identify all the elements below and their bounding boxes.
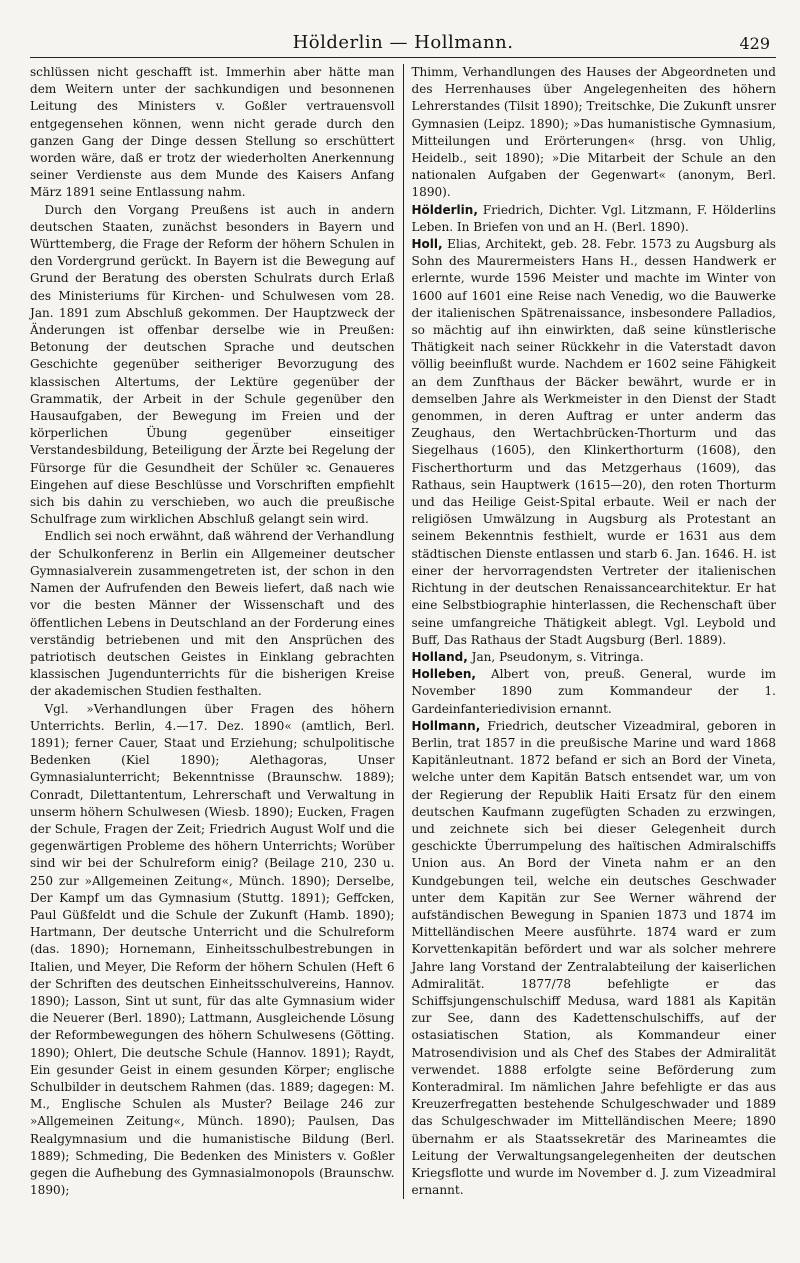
paragraph: Thimm, Verhandlungen des Hauses der Abgeordneten und des Herrenhauses über Angelegenheiten des höhern Lehrerstandes (Tilsit 1890); Treitschke, Die Zukunft unsrer Gymnasien (Leipz. 1890); »Das humanistische Gymnasium, Mitteilungen und Erörterungen« (hrsg. von Uhlig, Heidelb., seit 1890); »Die Mitarbeit der Schule an den nationalen Aufgaben der Gegenwart« (anonym, Berl. 1890). [411,65,776,200]
page-header [30,30,776,64]
left-column [30,64,403,1199]
paragraph: Durch den Vorgang Preußens ist auch in andern deutschen Staaten, zunächst besonders in Bayern und Württemberg, die Frage der Reform der höhern Schulen in den Vordergrund gerückt. In Bayern ist die Bewegung auf Grund der Beratung des obersten Schulrats durch Erlaß des Ministeriums für Kirchen- und Schulwesen vom 28. Jan. 1891 zum Abschluß gekommen. Der Hauptzweck der Änderungen ist offenbar derselbe wie in Preußen: Betonung der deutschen Sprache und deutschen Geschichte gegenüber seitheriger Bevorzugung des klassischen Altertums, der Lektüre gegenüber der Grammatik, der Arbeit in der Schule gegenüber den Hausaufgaben, der Bewegung im Freien und der körperlichen Übung gegenüber einseitiger Verstandesbildung, Beteiligung der Ärzte bei Regelung der Fürsorge für die Gesundheit der Schüler ꝛc. Genaueres Eingehen auf diese Beschlüsse und Vorschriften empfiehlt sich bis dahin zu verschieben, wo auch die preußische Schulfrage zum wirklichen Abschluß gelangt sein wird. [30,202,395,527]
bibliography-paragraph: Vgl. »Verhandlungen über Fragen des höhern Unterrichts. Berlin, 4.—17. Dez. 1890« (amtlich, Berl. 1891); ferner Cauer, Staat und Erziehung; schulpolitische Bedenken (Kiel 1890); Alethagoras, Unser Gymnasialunterricht; Bekenntnisse (Braunschw. 1889); Conradt, Dilettantentum, Lehrerschaft und Verwaltung in unserm höhern Schulwesen (Wiesb. 1890); Eucken, Fragen der Schule, Fragen der Zeit; Friedrich August Wolf und die gegenwärtigen Probleme des höhern Unterrichts; Worüber sind wir bei der Schulreform einig? (Beilage 210, 230 u. 250 zur »Allgemeinen Zeitung«, Münch. 1890); Derselbe, Der Kampf um das Gymnasium (Stuttg. 1891); Geffcken, Paul Güßfeldt und die Schule der Zukunft (Hamb. 1890); Hartmann, Der deutsche Unterricht und die Schulreform (das. 1890); Hornemann, Einheitsschulbestrebungen in Italien, und Meyer, Die Reform der höhern Schulen (Heft 6 der Schriften des deutschen Einheitsschulvereins, Hannov. 1890); Lasson, Sint ut sunt, für das alte Gymnasium wider die Neuerer (Berl. 1890); Lattmann, Ausgleichende Lösung der Reformbewegungen des höhern Schulwesens (Götting. 1890); Ohlert, Die deutsche Schule (Hannov. 1891); Raydt, Ein gesunder Geist in einem gesunden Körper; englische Schulbilder in deutschem Rahmen (das. 1889; dagegen: M. M., Englische Schulen als Muster? Beilage 246 zur »Allgemeinen Zeitung«, Münch. 1890); Paulsen, Das Realgymnasium und die humanistische Bildung (Berl. 1889); Schmeding, Die Bedenken des Ministers v. Goßler gegen die Aufhebung des Gymnasialmonopols (Braunschw. 1890); [30,701,395,1198]
entry-body: Jan, Pseudonym, s. Vitringa. [467,649,644,664]
entry-hollmann [412,718,777,1200]
entry-headword: Hollmann, [411,718,481,733]
entry-holland [412,649,777,666]
right-column [403,64,777,1199]
paragraph: Endlich sei noch erwähnt, daß während der Verhandlung der Schulkonferenz in Berlin ein Allgemeiner deutscher Gymnasialverein zusammengetreten ist, der schon in den Namen der Aufrufenden den Beweis liefert, daß nach wie vor die besten Männer der Wissenschaft und des öffentlichen Lebens in Deutschland an der Forderung eines verständig betriebenen und mit den Ansprüchen des patriotisch deutschen Geistes in Einklang gebrachten klassischen Jugendunterrichts für die bisherigen Kreise der akademischen Studien festhalten. [30,529,395,699]
entry-body: Albert von, preuß. General, wurde im November 1890 zum Kommandeur der 1. Gardeinfanteriedivision ernannt. [411,667,776,716]
entry-holl [412,236,777,649]
entry-hoelderlin [412,202,777,236]
entry-holleben [412,666,777,718]
entry-headword: Holleben, [411,667,476,682]
entry-headword: Hölderlin, [411,202,478,217]
running-title: Hölderlin — Hollmann. [292,32,514,53]
text-columns [30,64,776,1199]
header-rule [30,57,776,58]
entry-body: Friedrich, Dichter. Vgl. Litzmann, F. Hölderlins Leben. In Briefen von und an H. (Berl. 1890). [411,202,776,234]
paragraph: schlüssen nicht geschafft ist. Immerhin aber hätte man dem Weitern unter der sachkundigen und besonnenen Leitung des Ministers v. Goßler vertrauensvoll entgegensehen können, wenn nicht gerade durch den ganzen Gang der Dinge dessen Stellung so erschüttert worden wäre, daß er trotz der wiederholten Anerkennung seiner Verdienste aus dem Munde des Kaisers Anfang März 1891 seine Entlassung nahm. [30,65,395,200]
page-number: 429 [739,34,770,53]
entry-body: Elias, Architekt, geb. 28. Febr. 1573 zu Augsburg als Sohn des Maurermeisters Hans H., dessen Handwerk er erlernte, wurde 1596 Meister und machte im Winter von 1600 auf 1601 eine Reise nach Venedig, wo die Bauwerke der italienischen Spätrenaissance, insbesondere Palladios, so mächtig auf ihn einwirkten, daß seine künstlerische Thätigkeit nach seiner Rückkehr in die Vaterstadt davon völlig beeinflußt wurde. Nachdem er 1602 seine Fähigkeit an dem Zunfthaus der Bäcker bewährt, wurde er in demselben Jahre als Werkmeister in den Dienst der Stadt genommen, in deren Auftrag er unter anderm das Zeughaus, den Wertachbrücken-Thorturm und das Siegelhaus (1605), den Klinkerthorturm (1608), den Fischerthorturm und das Metzgerhaus (1609), das Rathaus, sein Hauptwerk (1615—20), den roten Thorturm und das Heilige Geist-Spital erbaute. Weil er nach der religiösen Umwälzung in Augsburg als Protestant an seinem Bekenntnis festhielt, wurde er 1631 aus dem städtischen Dienste entlassen und starb 6. Jan. 1646. H. ist einer der hervorragendsten Vertreter der italienischen Richtung in der deutschen Renaissancearchitektur. Er hat eine Selbstbiographie hinterlassen, die Rechenschaft über seine umfangreiche Thätigkeit ablegt. Vgl. Leybold und Buff, Das Rathaus der Stadt Augsburg (Berl. 1889). [411,237,776,647]
entry-body: Friedrich, deutscher Vizeadmiral, geboren in Berlin, trat 1857 in die preußische Marine und ward 1868 Kapitänleutnant. 1872 befand er sich an Bord der Vineta, welche unter dem Kapitän Batsch entsendet war, um von der Regierung der Republik Haiti Ersatz für den einem deutschen Kaufmann zugefügten Schaden zu erzwingen, und zeichnete sich bei dieser Gelegenheit durch geschickte Überrumpelung des haïtischen Admiralschiffs Union aus. An Bord der Vineta nahm er an den Kundgebungen teil, welche ein deutsches Geschwader unter dem Kapitän zur See Werner während der aufständischen Bewegung in Spanien 1873 und 1874 im Mittelländischen Meere ausführte. 1874 ward er zum Korvettenkapitän befördert und war als solcher mehrere Jahre lang Vorstand der Zentralabteilung der kaiserlichen Admiralität. 1877/78 befehligte er das Schiffsjungenschulschiff Medusa, ward 1881 als Kapitän zur See, dann des Kadettenschulschiffs, auf der ostasiatischen Station, als Kommandeur einer Matrosendivision und als Chef des Stabes der Admiralität verwendet. 1888 erfolgte seine Beförderung zum Konteradmiral. Im nämlichen Jahre befehligte er das aus Kreuzerfregatten bestehende Schulgeschwader und 1889 das Schulgeschwader im Mittelländischen Meere; 1890 übernahm er als Staatssekretär des Marineamtes die Leitung der Verwaltungsangelegenheiten der deutschen Kriegsflotte und wurde im November d. J. zum Vizeadmiral ernannt. [411,718,776,1198]
entry-headword: Holl, [411,237,443,252]
entry-headword: Holland, [411,649,468,664]
